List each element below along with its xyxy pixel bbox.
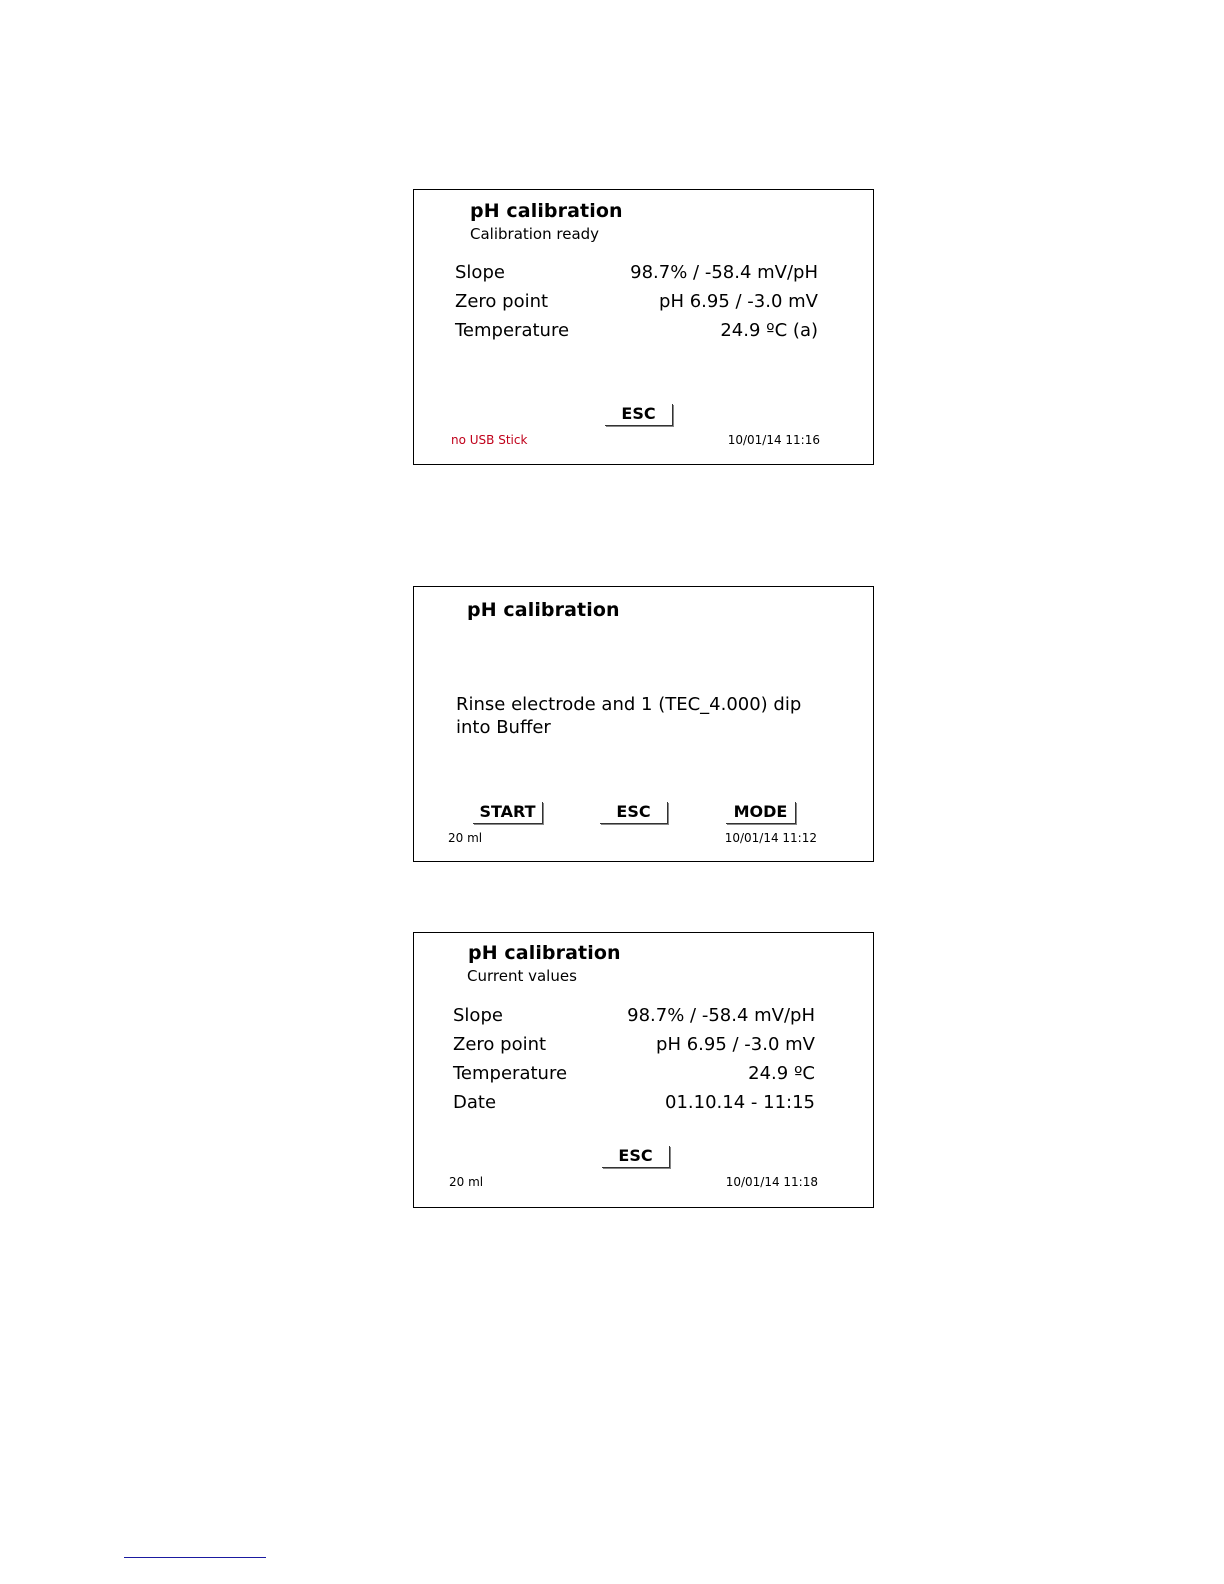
instruction-message (456, 693, 816, 739)
start-button[interactable]: START (473, 802, 543, 824)
screen-title: pH calibration (470, 200, 623, 222)
screen-subtitle: Current values (467, 967, 577, 985)
volume-status: 20 ml (448, 831, 483, 845)
zero-point-value: pH 6.95 / -3.0 mV (656, 1034, 815, 1055)
screen-rinse-electrode (413, 586, 874, 862)
slope-value: 98.7% / -58.4 mV/pH (630, 262, 818, 283)
mode-button[interactable]: MODE (726, 802, 796, 824)
temperature-label: Temperature (453, 1063, 568, 1084)
zero-point-label: Zero point (453, 1034, 547, 1055)
screen-calibration-ready (413, 189, 874, 465)
zero-point-value: pH 6.95 / -3.0 mV (659, 291, 818, 312)
date-value: 01.10.14 - 11:15 (665, 1092, 815, 1113)
datetime-status: 10/01/14 11:18 (725, 1175, 818, 1189)
datetime-status: 10/01/14 11:16 (727, 433, 820, 447)
esc-button[interactable]: ESC (605, 404, 673, 426)
screen-title: pH calibration (468, 942, 621, 964)
screen-title: pH calibration (467, 599, 620, 621)
temperature-value: 24.9 ºC (a) (720, 320, 818, 341)
slope-label: Slope (453, 1005, 503, 1026)
esc-button[interactable]: ESC (602, 1146, 670, 1168)
slope-label: Slope (455, 262, 505, 283)
temperature-value: 24.9 ºC (748, 1063, 815, 1084)
date-label: Date (453, 1092, 497, 1113)
footnote-separator (124, 1557, 266, 1558)
screen-subtitle: Calibration ready (470, 225, 600, 243)
slope-value: 98.7% / -58.4 mV/pH (627, 1005, 815, 1026)
volume-status: 20 ml (449, 1175, 484, 1189)
usb-status: no USB Stick (451, 433, 528, 447)
temperature-label: Temperature (455, 320, 570, 341)
instruction-line-1: Rinse electrode and 1 (TEC_4.000) dip (456, 694, 802, 715)
screen-current-values (413, 932, 874, 1208)
esc-button[interactable]: ESC (600, 802, 668, 824)
datetime-status: 10/01/14 11:12 (724, 831, 817, 845)
zero-point-label: Zero point (455, 291, 549, 312)
instruction-line-2: into Buffer (456, 717, 551, 738)
